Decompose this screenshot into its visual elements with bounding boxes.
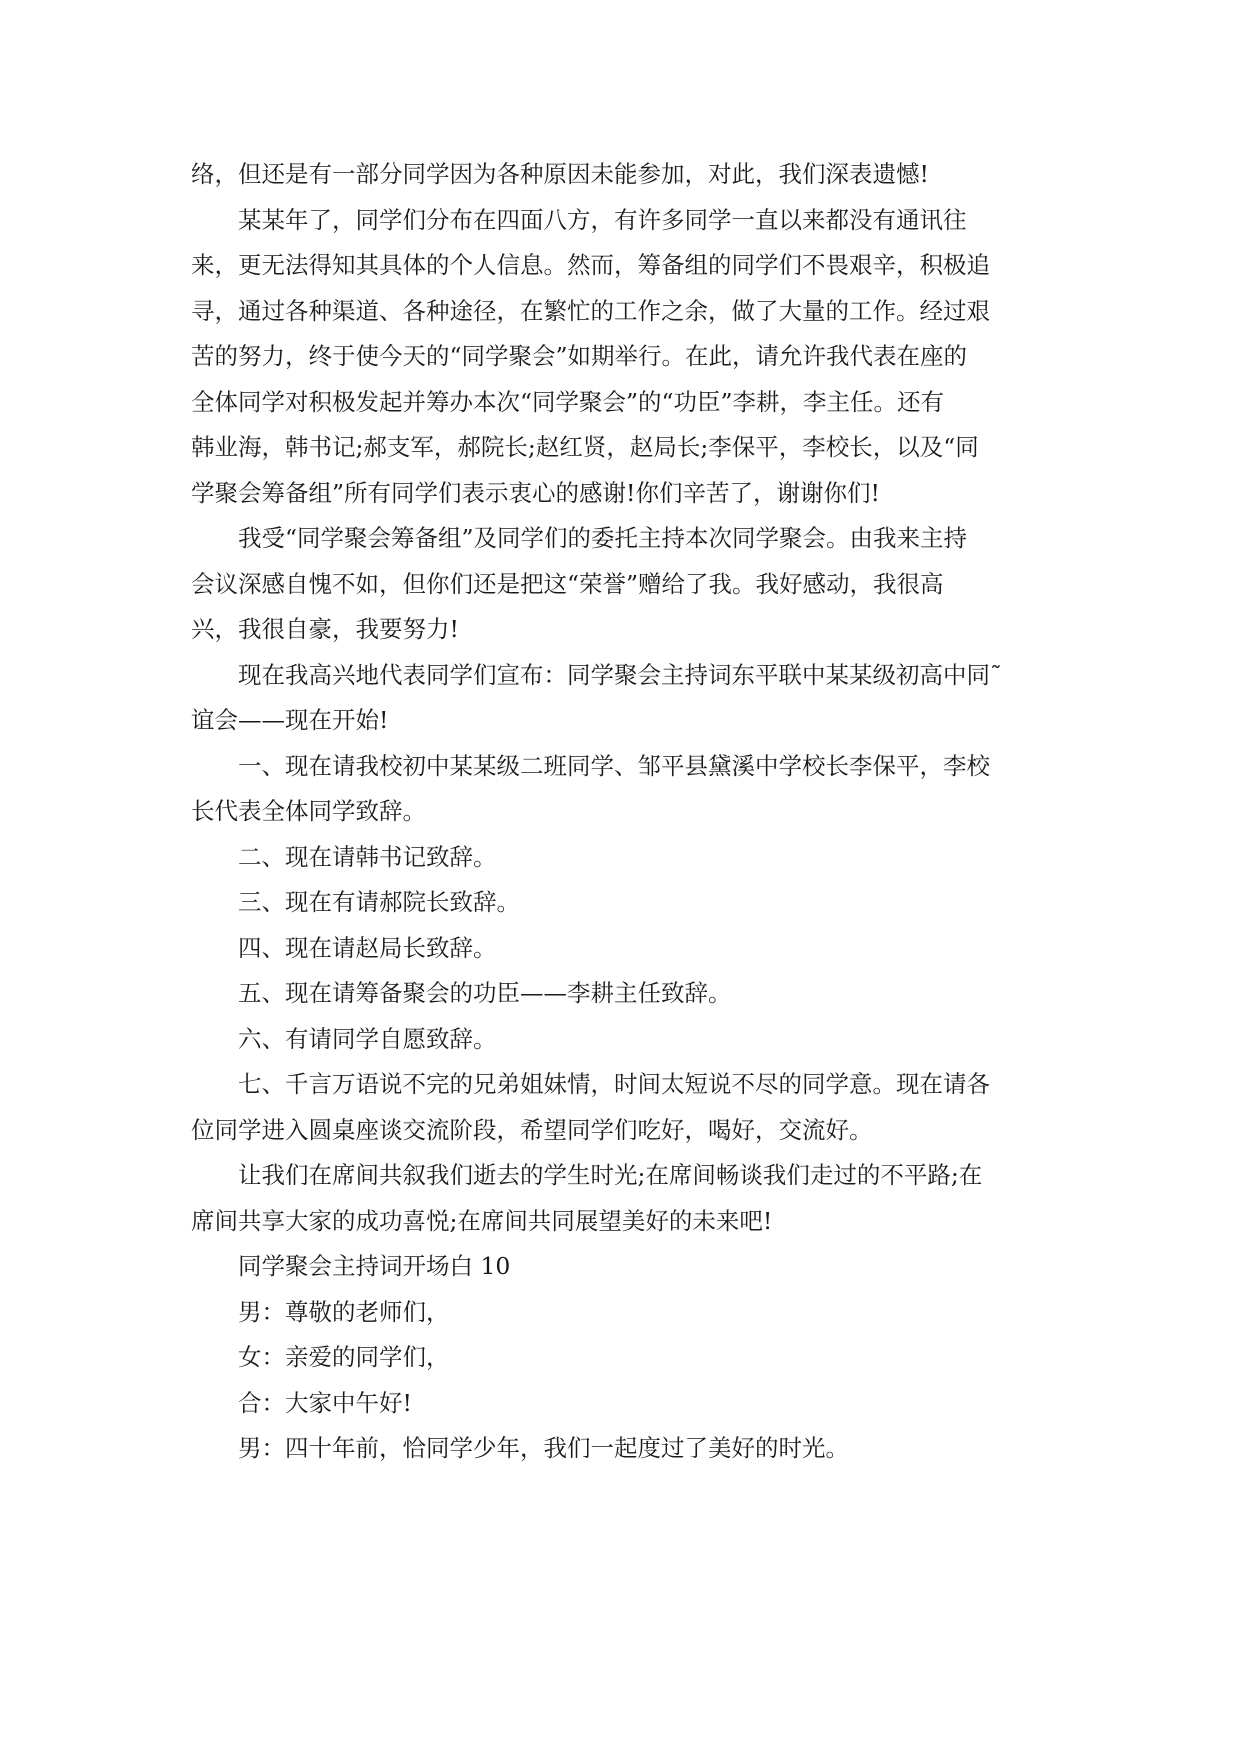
document-body (191, 152, 1051, 1472)
text-line-5: 苦的努力，终于使今天的“同学聚会”如期举行。在此，请允许我代表在座的 (191, 342, 968, 370)
text-line-19: 五、现在请筹备聚会的功臣——李耕主任致辞。 (238, 979, 732, 1007)
text-line-24: 席间共享大家的成功喜悦;在席间共同展望美好的未来吧! (191, 1206, 773, 1235)
text-line-26: 男：尊敬的老师们， (238, 1297, 450, 1326)
text-line-29: 男：四十年前，恰同学少年，我们一起度过了美好的时光。 (238, 1434, 849, 1462)
text-line-2: 某某年了，同学们分布在四面八方，有许多同学一直以来都没有通讯往 (238, 205, 967, 234)
text-line-18: 四、现在请赵局长致辞。 (238, 933, 497, 962)
section-heading: 同学聚会主持词开场白 10 (238, 1252, 511, 1280)
text-line-23: 让我们在席间共叙我们逝去的学生时光;在席间畅谈我们走过的不平路;在 (238, 1161, 983, 1189)
text-line-3: 来，更无法得知其具体的个人信息。然而，筹备组的同学们不畏艰辛，积极追 (191, 251, 990, 279)
text-line-11: 兴，我很自豪，我要努力! (191, 615, 459, 643)
text-line-20: 六、有请同学自愿致辞。 (238, 1024, 497, 1053)
text-line-15: 长代表全体同学致辞。 (191, 797, 426, 825)
text-line-16: 二、现在请韩书记致辞。 (238, 842, 497, 871)
text-line-27: 女：亲爱的同学们， (238, 1343, 450, 1371)
text-line-6: 全体同学对积极发起并筹办本次“同学聚会”的“功臣”李耕，李主任。还有 (191, 387, 945, 416)
text-line-7: 韩业海，韩书记;郝支军，郝院长;赵红贤，赵局长;李保平，李校长，以及“同 (191, 433, 979, 461)
text-line-9: 我受“同学聚会筹备组”及同学们的委托主持本次同学聚会。由我来主持 (238, 524, 968, 552)
text-line-13: 谊会——现在开始! (191, 706, 389, 734)
text-line-17: 三、现在有请郝院长致辞。 (238, 888, 520, 916)
text-line-4: 寻，通过各种渠道、各种途径，在繁忙的工作之余，做了大量的工作。经过艰 (191, 296, 990, 325)
text-line-28: 合：大家中午好! (238, 1388, 412, 1417)
text-line-12: 现在我高兴地代表同学们宣布：同学聚会主持词东平联中某某级初高中同˜ (238, 660, 1002, 689)
text-line-8: 学聚会筹备组”所有同学们表示衷心的感谢!你们辛苦了，谢谢你们! (191, 478, 880, 507)
text-line-10: 会议深感自愧不如，但你们还是把这“荣誉”赠给了我。我好感动，我很高 (191, 569, 944, 598)
text-line-14: 一、现在请我校初中某某级二班同学、邹平县黛溪中学校长李保平，李校 (238, 751, 990, 780)
text-line-21: 七、千言万语说不完的兄弟姐妹情，时间太短说不尽的同学意。现在请各 (238, 1070, 990, 1098)
text-line-1: 络，但还是有一部分同学因为各种原因未能参加，对此，我们深表遗憾! (191, 160, 929, 188)
text-line-22: 位同学进入圆桌座谈交流阶段，希望同学们吃好，喝好，交流好。 (191, 1115, 873, 1144)
